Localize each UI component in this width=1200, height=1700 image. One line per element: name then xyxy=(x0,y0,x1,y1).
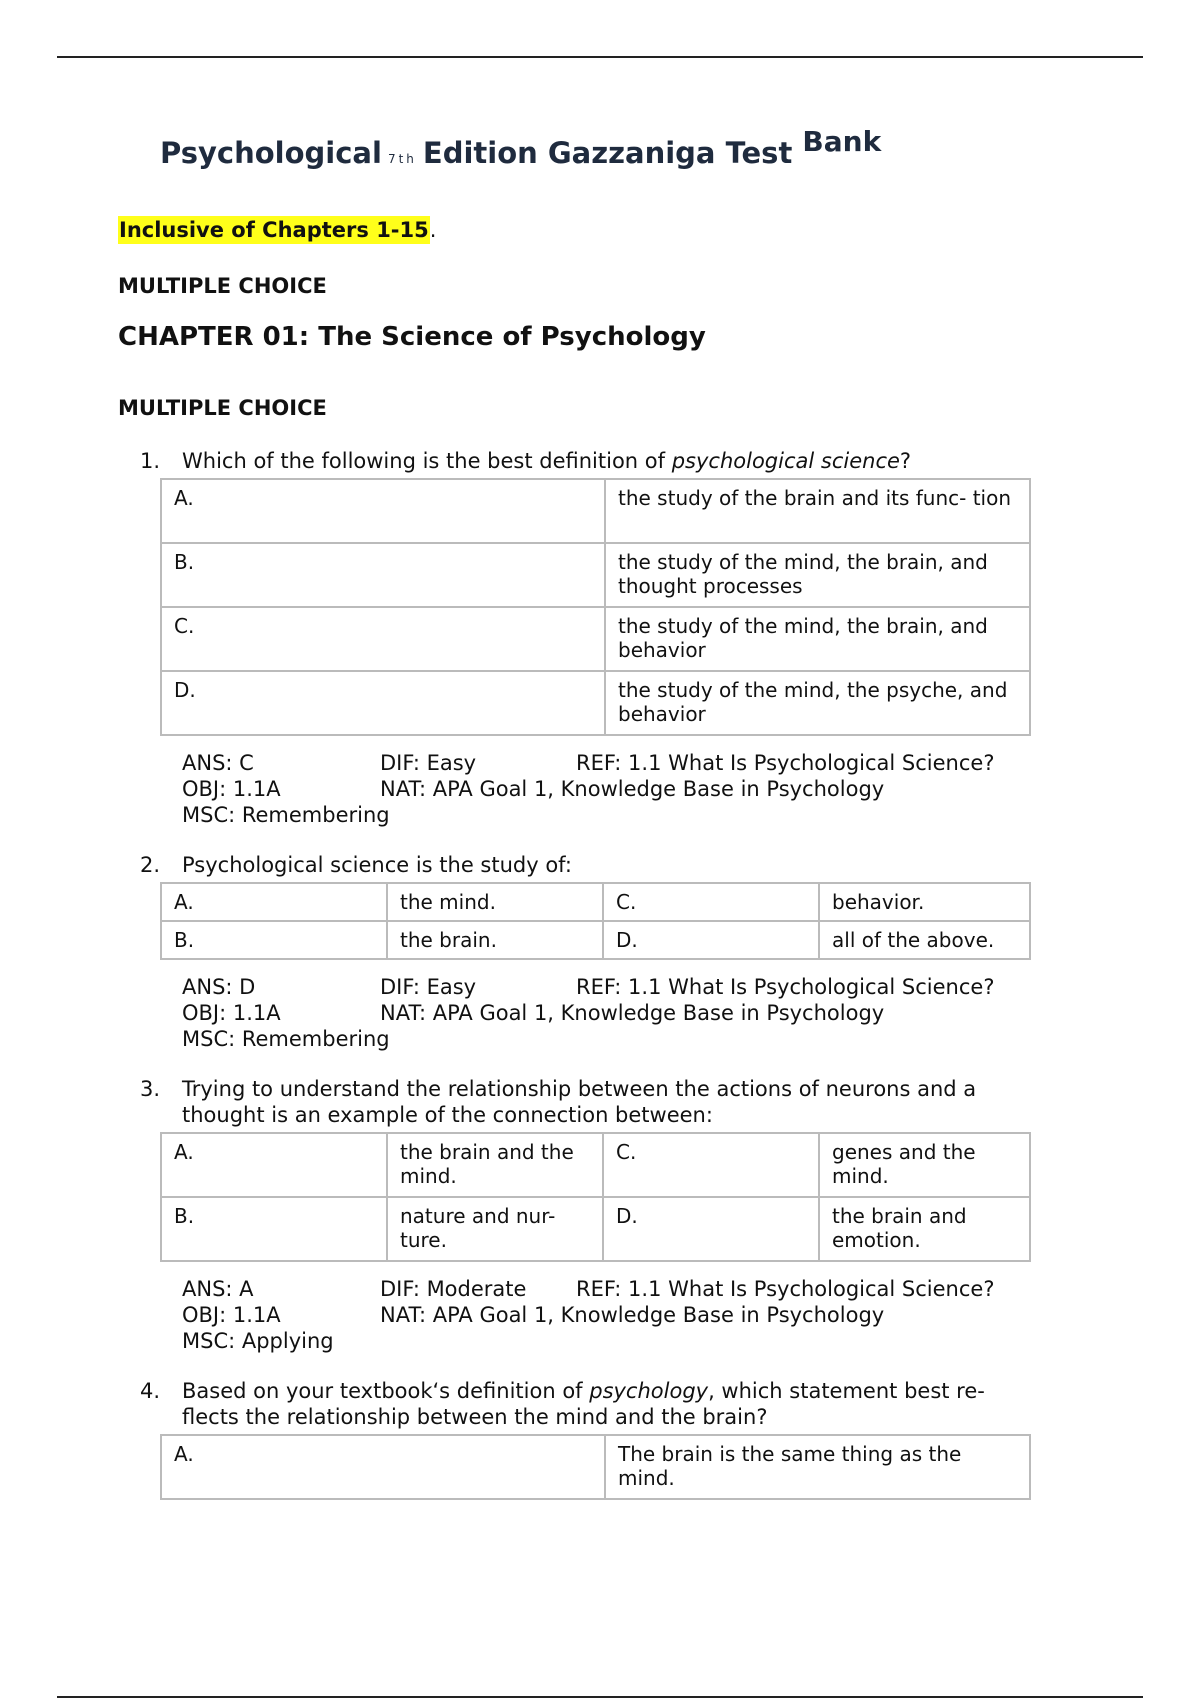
difficulty: DIF: Easy xyxy=(380,751,477,775)
option-text: the study of the mind, the brain, and behavior xyxy=(605,607,1030,671)
option-row xyxy=(161,1435,1030,1499)
option-text: behavior. xyxy=(819,883,1030,921)
section-label-top: MULTIPLE CHOICE xyxy=(118,274,327,298)
option-letter: C. xyxy=(603,883,819,921)
chapters-note xyxy=(118,218,436,242)
question-3 xyxy=(140,1076,976,1102)
options-table-3 xyxy=(160,1132,1031,1262)
question-text: Which of the following is the best definition of xyxy=(182,449,672,473)
option-text: all of the above. xyxy=(819,921,1030,959)
highlighted-text: Inclusive of Chapters 1-15 xyxy=(119,218,429,242)
option-letter: B. xyxy=(161,543,605,607)
option-letter: A. xyxy=(161,1435,605,1499)
answer-meta-3 xyxy=(182,1276,994,1354)
reference: REF: 1.1 What Is Psychological Science? xyxy=(576,751,995,775)
title-bank: Bank xyxy=(802,125,882,158)
option-letter: D. xyxy=(603,921,819,959)
document-title xyxy=(160,125,882,170)
question-4-cont: flects the relationship between the mind and the brain? xyxy=(182,1405,768,1429)
objective: OBJ: 1.1A xyxy=(182,1001,281,1025)
option-text: the study of the mind, the psyche, and behavior xyxy=(605,671,1030,735)
answer: ANS: A xyxy=(182,1277,254,1301)
skill-category: MSC: Applying xyxy=(182,1329,334,1353)
option-letter: D. xyxy=(161,671,605,735)
difficulty: DIF: Easy xyxy=(380,975,477,999)
option-letter: B. xyxy=(161,1197,387,1261)
question-number: 1. xyxy=(140,449,161,473)
option-text: the study of the brain and its func- tion xyxy=(605,479,1030,543)
national-standard: NAT: APA Goal 1, Knowledge Base in Psychology xyxy=(380,1001,885,1025)
reference: REF: 1.1 What Is Psychological Science? xyxy=(576,1277,995,1301)
question-number: 2. xyxy=(140,853,161,877)
skill-category: MSC: Remembering xyxy=(182,803,390,827)
option-text: the brain and emotion. xyxy=(819,1197,1030,1261)
question-4 xyxy=(140,1378,985,1404)
question-1 xyxy=(140,448,911,474)
option-text: the mind. xyxy=(387,883,603,921)
question-text: Psychological science is the study of: xyxy=(182,853,572,877)
option-row xyxy=(161,1197,1030,1261)
difficulty: DIF: Moderate xyxy=(380,1277,527,1301)
chapter-title: CHAPTER 01: The Science of Psychology xyxy=(118,322,706,352)
option-text: the brain and the mind. xyxy=(387,1133,603,1197)
options-table-2 xyxy=(160,882,1031,960)
question-2 xyxy=(140,852,572,878)
option-row xyxy=(161,883,1030,921)
option-text: genes and the mind. xyxy=(819,1133,1030,1197)
bottom-rule xyxy=(57,1696,1143,1698)
option-letter: C. xyxy=(161,607,605,671)
question-text-end: ? xyxy=(899,449,912,473)
section-label: MULTIPLE CHOICE xyxy=(118,396,327,420)
question-text: Based on your textbook‘s definition of xyxy=(182,1379,590,1403)
objective: OBJ: 1.1A xyxy=(182,777,281,801)
question-text: Trying to understand the relationship between the actions of neurons and a xyxy=(182,1077,977,1101)
question-italic: psychology xyxy=(589,1379,709,1403)
option-letter: C. xyxy=(603,1133,819,1197)
option-row xyxy=(161,1133,1030,1197)
highlight-trail: . xyxy=(429,218,437,242)
national-standard: NAT: APA Goal 1, Knowledge Base in Psychology xyxy=(380,1303,885,1327)
reference: REF: 1.1 What Is Psychological Science? xyxy=(576,975,995,999)
option-row xyxy=(161,671,1030,735)
question-3-cont: thought is an example of the connection between: xyxy=(182,1103,713,1127)
option-row xyxy=(161,543,1030,607)
title-main: Psychological xyxy=(160,136,382,170)
national-standard: NAT: APA Goal 1, Knowledge Base in Psychology xyxy=(380,777,885,801)
skill-category: MSC: Remembering xyxy=(182,1027,390,1051)
option-letter: B. xyxy=(161,921,387,959)
option-row xyxy=(161,479,1030,543)
answer-meta-2 xyxy=(182,974,994,1052)
top-rule xyxy=(57,56,1143,58)
answer: ANS: D xyxy=(182,975,256,999)
option-letter: A. xyxy=(161,883,387,921)
question-number: 3. xyxy=(140,1077,161,1101)
options-table-1 xyxy=(160,478,1031,736)
question-italic: psychological science xyxy=(671,449,900,473)
title-edition: 7th xyxy=(387,152,417,166)
answer-meta-1 xyxy=(182,750,994,828)
option-row xyxy=(161,921,1030,959)
options-table-4 xyxy=(160,1434,1031,1500)
option-letter: A. xyxy=(161,479,605,543)
option-text: nature and nur- ture. xyxy=(387,1197,603,1261)
answer: ANS: C xyxy=(182,751,254,775)
option-text: the brain. xyxy=(387,921,603,959)
question-number: 4. xyxy=(140,1379,161,1403)
objective: OBJ: 1.1A xyxy=(182,1303,281,1327)
option-text: The brain is the same thing as the mind. xyxy=(605,1435,1030,1499)
title-rest: Edition Gazzaniga Test xyxy=(422,136,793,170)
option-letter: D. xyxy=(603,1197,819,1261)
question-text-end: , which statement best re- xyxy=(708,1379,985,1403)
option-text: the study of the mind, the brain, and thought processes xyxy=(605,543,1030,607)
option-row xyxy=(161,607,1030,671)
option-letter: A. xyxy=(161,1133,387,1197)
